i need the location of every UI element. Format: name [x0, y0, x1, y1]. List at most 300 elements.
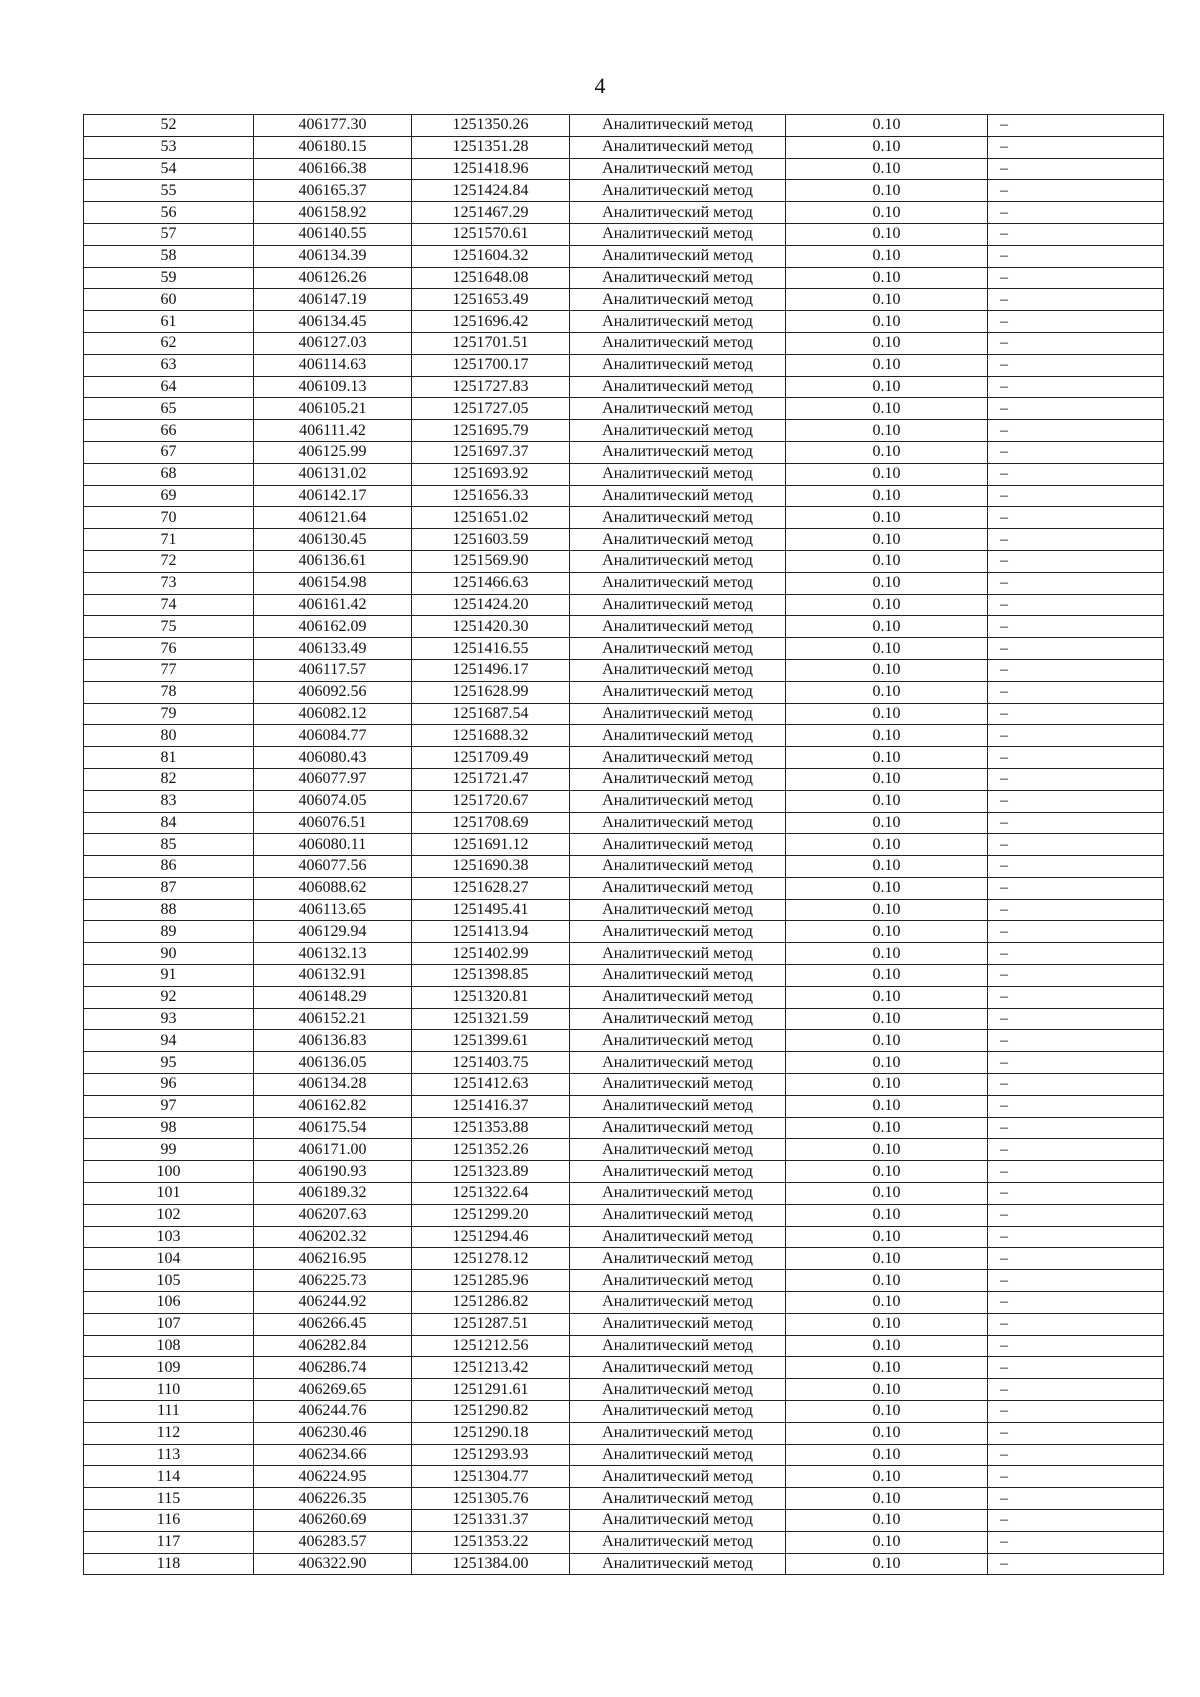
cell-method: Аналитический метод [570, 1139, 786, 1161]
cell-coordinate-x: 406127.03 [254, 332, 412, 354]
cell-accuracy: 0.10 [786, 1313, 988, 1335]
cell-note: – [988, 616, 1164, 638]
cell-coordinate-x: 406234.66 [254, 1444, 412, 1466]
cell-coordinate-x: 406180.15 [254, 136, 412, 158]
table-row [84, 638, 1164, 660]
cell-note: – [988, 1117, 1164, 1139]
cell-accuracy: 0.10 [786, 1379, 988, 1401]
cell-point-number: 78 [84, 681, 254, 703]
cell-coordinate-x: 406121.64 [254, 507, 412, 529]
cell-coordinate-y: 1251285.96 [412, 1270, 570, 1292]
cell-method: Аналитический метод [570, 986, 786, 1008]
cell-coordinate-x: 406202.32 [254, 1226, 412, 1248]
cell-coordinate-x: 406082.12 [254, 703, 412, 725]
cell-accuracy: 0.10 [786, 986, 988, 1008]
cell-point-number: 109 [84, 1357, 254, 1379]
table-row [84, 834, 1164, 856]
cell-point-number: 96 [84, 1074, 254, 1096]
table-row [84, 1226, 1164, 1248]
cell-note: – [988, 1030, 1164, 1052]
cell-coordinate-y: 1251212.56 [412, 1335, 570, 1357]
cell-accuracy: 0.10 [786, 790, 988, 812]
cell-point-number: 65 [84, 398, 254, 420]
cell-coordinate-x: 406244.92 [254, 1292, 412, 1314]
cell-point-number: 84 [84, 812, 254, 834]
cell-note: – [988, 594, 1164, 616]
table-row [84, 943, 1164, 965]
cell-point-number: 82 [84, 768, 254, 790]
cell-method: Аналитический метод [570, 856, 786, 878]
cell-note: – [988, 965, 1164, 987]
cell-coordinate-x: 406266.45 [254, 1313, 412, 1335]
cell-coordinate-y: 1251291.61 [412, 1379, 570, 1401]
cell-accuracy: 0.10 [786, 376, 988, 398]
cell-accuracy: 0.10 [786, 725, 988, 747]
cell-method: Аналитический метод [570, 1531, 786, 1553]
cell-coordinate-x: 406105.21 [254, 398, 412, 420]
cell-point-number: 97 [84, 1095, 254, 1117]
table-row [84, 986, 1164, 1008]
cell-accuracy: 0.10 [786, 616, 988, 638]
cell-coordinate-y: 1251320.81 [412, 986, 570, 1008]
cell-coordinate-y: 1251628.99 [412, 681, 570, 703]
cell-coordinate-y: 1251287.51 [412, 1313, 570, 1335]
cell-method: Аналитический метод [570, 1204, 786, 1226]
cell-method: Аналитический метод [570, 638, 786, 660]
cell-note: – [988, 245, 1164, 267]
cell-coordinate-x: 406136.83 [254, 1030, 412, 1052]
table-row [84, 1117, 1164, 1139]
cell-accuracy: 0.10 [786, 1510, 988, 1532]
cell-point-number: 70 [84, 507, 254, 529]
cell-method: Аналитический метод [570, 136, 786, 158]
cell-coordinate-y: 1251691.12 [412, 834, 570, 856]
cell-coordinate-x: 406088.62 [254, 877, 412, 899]
cell-accuracy: 0.10 [786, 1052, 988, 1074]
cell-point-number: 55 [84, 180, 254, 202]
cell-accuracy: 0.10 [786, 1488, 988, 1510]
cell-point-number: 117 [84, 1531, 254, 1553]
cell-method: Аналитический метод [570, 703, 786, 725]
cell-method: Аналитический метод [570, 899, 786, 921]
cell-coordinate-x: 406084.77 [254, 725, 412, 747]
cell-point-number: 72 [84, 550, 254, 572]
table-row [84, 1270, 1164, 1292]
cell-coordinate-y: 1251628.27 [412, 877, 570, 899]
cell-accuracy: 0.10 [786, 485, 988, 507]
cell-point-number: 116 [84, 1510, 254, 1532]
cell-point-number: 85 [84, 834, 254, 856]
table-row [84, 725, 1164, 747]
cell-coordinate-y: 1251399.61 [412, 1030, 570, 1052]
cell-point-number: 67 [84, 441, 254, 463]
cell-note: – [988, 354, 1164, 376]
cell-method: Аналитический метод [570, 965, 786, 987]
cell-note: – [988, 136, 1164, 158]
cell-coordinate-x: 406117.57 [254, 659, 412, 681]
table-row [84, 703, 1164, 725]
cell-coordinate-x: 406158.92 [254, 202, 412, 224]
cell-coordinate-x: 406269.65 [254, 1379, 412, 1401]
table-row [84, 1510, 1164, 1532]
coordinates-table [83, 114, 1164, 1575]
table-row [84, 267, 1164, 289]
cell-accuracy: 0.10 [786, 1226, 988, 1248]
cell-coordinate-y: 1251701.51 [412, 332, 570, 354]
cell-coordinate-y: 1251403.75 [412, 1052, 570, 1074]
cell-coordinate-y: 1251695.79 [412, 420, 570, 442]
cell-coordinate-x: 406131.02 [254, 463, 412, 485]
table-row [84, 550, 1164, 572]
cell-coordinate-y: 1251651.02 [412, 507, 570, 529]
cell-method: Аналитический метод [570, 1008, 786, 1030]
table-row [84, 1335, 1164, 1357]
cell-method: Аналитический метод [570, 1444, 786, 1466]
cell-point-number: 112 [84, 1422, 254, 1444]
cell-point-number: 56 [84, 202, 254, 224]
cell-coordinate-y: 1251495.41 [412, 899, 570, 921]
table-row [84, 332, 1164, 354]
cell-coordinate-y: 1251293.93 [412, 1444, 570, 1466]
cell-point-number: 115 [84, 1488, 254, 1510]
cell-coordinate-x: 406142.17 [254, 485, 412, 507]
cell-note: – [988, 1553, 1164, 1575]
table-row [84, 921, 1164, 943]
cell-method: Аналитический метод [570, 1095, 786, 1117]
cell-accuracy: 0.10 [786, 223, 988, 245]
cell-note: – [988, 332, 1164, 354]
cell-note: – [988, 398, 1164, 420]
cell-method: Аналитический метод [570, 354, 786, 376]
cell-accuracy: 0.10 [786, 550, 988, 572]
cell-coordinate-y: 1251305.76 [412, 1488, 570, 1510]
cell-coordinate-x: 406077.56 [254, 856, 412, 878]
cell-method: Аналитический метод [570, 943, 786, 965]
cell-point-number: 53 [84, 136, 254, 158]
cell-accuracy: 0.10 [786, 1357, 988, 1379]
cell-accuracy: 0.10 [786, 659, 988, 681]
cell-method: Аналитический метод [570, 572, 786, 594]
cell-method: Аналитический метод [570, 1553, 786, 1575]
cell-coordinate-y: 1251322.64 [412, 1183, 570, 1205]
cell-note: – [988, 376, 1164, 398]
cell-point-number: 63 [84, 354, 254, 376]
cell-coordinate-x: 406148.29 [254, 986, 412, 1008]
cell-method: Аналитический метод [570, 158, 786, 180]
cell-coordinate-y: 1251398.85 [412, 965, 570, 987]
cell-accuracy: 0.10 [786, 856, 988, 878]
cell-point-number: 94 [84, 1030, 254, 1052]
cell-method: Аналитический метод [570, 1117, 786, 1139]
cell-point-number: 89 [84, 921, 254, 943]
cell-coordinate-y: 1251290.82 [412, 1401, 570, 1423]
cell-coordinate-y: 1251604.32 [412, 245, 570, 267]
cell-coordinate-x: 406161.42 [254, 594, 412, 616]
cell-point-number: 86 [84, 856, 254, 878]
table-row [84, 1401, 1164, 1423]
cell-point-number: 91 [84, 965, 254, 987]
cell-coordinate-y: 1251648.08 [412, 267, 570, 289]
cell-method: Аналитический метод [570, 420, 786, 442]
cell-note: – [988, 1008, 1164, 1030]
cell-method: Аналитический метод [570, 725, 786, 747]
cell-accuracy: 0.10 [786, 202, 988, 224]
cell-method: Аналитический метод [570, 1074, 786, 1096]
cell-coordinate-x: 406230.46 [254, 1422, 412, 1444]
cell-coordinate-x: 406175.54 [254, 1117, 412, 1139]
table-row [84, 1204, 1164, 1226]
cell-coordinate-x: 406132.91 [254, 965, 412, 987]
cell-accuracy: 0.10 [786, 398, 988, 420]
cell-coordinate-y: 1251656.33 [412, 485, 570, 507]
cell-method: Аналитический метод [570, 311, 786, 333]
table-row [84, 1553, 1164, 1575]
cell-accuracy: 0.10 [786, 1095, 988, 1117]
cell-point-number: 62 [84, 332, 254, 354]
cell-coordinate-x: 406092.56 [254, 681, 412, 703]
cell-coordinate-y: 1251727.83 [412, 376, 570, 398]
cell-coordinate-x: 406125.99 [254, 441, 412, 463]
cell-method: Аналитический метод [570, 616, 786, 638]
cell-accuracy: 0.10 [786, 1161, 988, 1183]
cell-coordinate-x: 406216.95 [254, 1248, 412, 1270]
cell-coordinate-y: 1251466.63 [412, 572, 570, 594]
cell-note: – [988, 1292, 1164, 1314]
cell-coordinate-y: 1251690.38 [412, 856, 570, 878]
cell-coordinate-y: 1251294.46 [412, 1226, 570, 1248]
cell-method: Аналитический метод [570, 1030, 786, 1052]
cell-accuracy: 0.10 [786, 1531, 988, 1553]
cell-coordinate-y: 1251413.94 [412, 921, 570, 943]
cell-method: Аналитический метод [570, 1161, 786, 1183]
cell-coordinate-x: 406225.73 [254, 1270, 412, 1292]
table-row [84, 529, 1164, 551]
cell-coordinate-x: 406286.74 [254, 1357, 412, 1379]
cell-accuracy: 0.10 [786, 441, 988, 463]
table-row [84, 1379, 1164, 1401]
cell-note: – [988, 267, 1164, 289]
cell-point-number: 106 [84, 1292, 254, 1314]
cell-point-number: 92 [84, 986, 254, 1008]
cell-note: – [988, 115, 1164, 137]
cell-coordinate-x: 406111.42 [254, 420, 412, 442]
table-row [84, 398, 1164, 420]
table-row [84, 812, 1164, 834]
cell-accuracy: 0.10 [786, 1553, 988, 1575]
cell-note: – [988, 572, 1164, 594]
cell-coordinate-y: 1251467.29 [412, 202, 570, 224]
cell-method: Аналитический метод [570, 1313, 786, 1335]
cell-accuracy: 0.10 [786, 1183, 988, 1205]
table-row [84, 1248, 1164, 1270]
cell-note: – [988, 1161, 1164, 1183]
cell-method: Аналитический метод [570, 1226, 786, 1248]
cell-accuracy: 0.10 [786, 1444, 988, 1466]
cell-method: Аналитический метод [570, 790, 786, 812]
table-row [84, 1357, 1164, 1379]
cell-note: – [988, 289, 1164, 311]
cell-point-number: 76 [84, 638, 254, 660]
cell-note: – [988, 877, 1164, 899]
cell-coordinate-x: 406165.37 [254, 180, 412, 202]
cell-coordinate-x: 406283.57 [254, 1531, 412, 1553]
cell-accuracy: 0.10 [786, 136, 988, 158]
cell-note: – [988, 834, 1164, 856]
cell-point-number: 68 [84, 463, 254, 485]
cell-accuracy: 0.10 [786, 965, 988, 987]
cell-coordinate-x: 406207.63 [254, 1204, 412, 1226]
cell-coordinate-y: 1251569.90 [412, 550, 570, 572]
cell-point-number: 59 [84, 267, 254, 289]
cell-method: Аналитический метод [570, 267, 786, 289]
cell-point-number: 87 [84, 877, 254, 899]
cell-method: Аналитический метод [570, 245, 786, 267]
cell-accuracy: 0.10 [786, 1030, 988, 1052]
cell-method: Аналитический метод [570, 921, 786, 943]
cell-note: – [988, 681, 1164, 703]
cell-point-number: 108 [84, 1335, 254, 1357]
cell-coordinate-x: 406113.65 [254, 899, 412, 921]
cell-method: Аналитический метод [570, 747, 786, 769]
cell-note: – [988, 899, 1164, 921]
table-row [84, 180, 1164, 202]
cell-point-number: 57 [84, 223, 254, 245]
cell-method: Аналитический метод [570, 376, 786, 398]
cell-method: Аналитический метод [570, 550, 786, 572]
cell-method: Аналитический метод [570, 1183, 786, 1205]
cell-accuracy: 0.10 [786, 638, 988, 660]
cell-accuracy: 0.10 [786, 507, 988, 529]
cell-note: – [988, 1074, 1164, 1096]
cell-note: – [988, 485, 1164, 507]
cell-note: – [988, 725, 1164, 747]
cell-coordinate-y: 1251687.54 [412, 703, 570, 725]
cell-accuracy: 0.10 [786, 812, 988, 834]
cell-coordinate-y: 1251290.18 [412, 1422, 570, 1444]
cell-point-number: 103 [84, 1226, 254, 1248]
cell-accuracy: 0.10 [786, 180, 988, 202]
cell-coordinate-x: 406130.45 [254, 529, 412, 551]
cell-coordinate-y: 1251653.49 [412, 289, 570, 311]
table-row [84, 1444, 1164, 1466]
cell-coordinate-y: 1251352.26 [412, 1139, 570, 1161]
cell-coordinate-x: 406162.09 [254, 616, 412, 638]
cell-note: – [988, 921, 1164, 943]
cell-accuracy: 0.10 [786, 267, 988, 289]
cell-coordinate-x: 406074.05 [254, 790, 412, 812]
cell-method: Аналитический метод [570, 1466, 786, 1488]
table-row [84, 1488, 1164, 1510]
cell-coordinate-x: 406126.26 [254, 267, 412, 289]
cell-coordinate-y: 1251424.84 [412, 180, 570, 202]
cell-point-number: 100 [84, 1161, 254, 1183]
cell-accuracy: 0.10 [786, 703, 988, 725]
table-row [84, 1052, 1164, 1074]
cell-point-number: 64 [84, 376, 254, 398]
cell-coordinate-y: 1251278.12 [412, 1248, 570, 1270]
cell-method: Аналитический метод [570, 507, 786, 529]
cell-coordinate-x: 406134.28 [254, 1074, 412, 1096]
table-row [84, 311, 1164, 333]
table-row [84, 1466, 1164, 1488]
table-row [84, 376, 1164, 398]
cell-coordinate-y: 1251323.89 [412, 1161, 570, 1183]
cell-coordinate-x: 406134.39 [254, 245, 412, 267]
cell-coordinate-x: 406162.82 [254, 1095, 412, 1117]
cell-coordinate-x: 406129.94 [254, 921, 412, 943]
cell-accuracy: 0.10 [786, 877, 988, 899]
cell-method: Аналитический метод [570, 834, 786, 856]
cell-coordinate-y: 1251402.99 [412, 943, 570, 965]
table-row [84, 965, 1164, 987]
cell-accuracy: 0.10 [786, 1139, 988, 1161]
cell-coordinate-y: 1251321.59 [412, 1008, 570, 1030]
table-row [84, 158, 1164, 180]
cell-accuracy: 0.10 [786, 768, 988, 790]
cell-coordinate-x: 406076.51 [254, 812, 412, 834]
cell-accuracy: 0.10 [786, 834, 988, 856]
cell-point-number: 90 [84, 943, 254, 965]
cell-accuracy: 0.10 [786, 463, 988, 485]
cell-coordinate-y: 1251286.82 [412, 1292, 570, 1314]
cell-point-number: 52 [84, 115, 254, 137]
cell-note: – [988, 747, 1164, 769]
cell-method: Аналитический метод [570, 1357, 786, 1379]
table-row [84, 594, 1164, 616]
cell-note: – [988, 1183, 1164, 1205]
table-row [84, 1183, 1164, 1205]
cell-point-number: 80 [84, 725, 254, 747]
cell-note: – [988, 202, 1164, 224]
cell-method: Аналитический метод [570, 1422, 786, 1444]
cell-note: – [988, 812, 1164, 834]
table-row [84, 572, 1164, 594]
table-row [84, 747, 1164, 769]
cell-method: Аналитический метод [570, 115, 786, 137]
cell-coordinate-y: 1251688.32 [412, 725, 570, 747]
cell-coordinate-x: 406109.13 [254, 376, 412, 398]
cell-coordinate-x: 406136.61 [254, 550, 412, 572]
cell-coordinate-y: 1251416.55 [412, 638, 570, 660]
cell-coordinate-x: 406260.69 [254, 1510, 412, 1532]
cell-accuracy: 0.10 [786, 747, 988, 769]
cell-method: Аналитический метод [570, 1401, 786, 1423]
cell-coordinate-y: 1251351.28 [412, 136, 570, 158]
cell-method: Аналитический метод [570, 202, 786, 224]
cell-method: Аналитический метод [570, 441, 786, 463]
cell-point-number: 69 [84, 485, 254, 507]
cell-point-number: 83 [84, 790, 254, 812]
cell-coordinate-y: 1251700.17 [412, 354, 570, 376]
cell-accuracy: 0.10 [786, 1074, 988, 1096]
table-row [84, 877, 1164, 899]
cell-coordinate-y: 1251418.96 [412, 158, 570, 180]
cell-note: – [988, 1095, 1164, 1117]
cell-point-number: 93 [84, 1008, 254, 1030]
table-row [84, 1313, 1164, 1335]
cell-point-number: 110 [84, 1379, 254, 1401]
cell-method: Аналитический метод [570, 681, 786, 703]
cell-coordinate-x: 406190.93 [254, 1161, 412, 1183]
cell-note: – [988, 180, 1164, 202]
cell-accuracy: 0.10 [786, 420, 988, 442]
cell-note: – [988, 1444, 1164, 1466]
cell-note: – [988, 550, 1164, 572]
cell-note: – [988, 1313, 1164, 1335]
cell-note: – [988, 856, 1164, 878]
cell-method: Аналитический метод [570, 463, 786, 485]
table-row [84, 245, 1164, 267]
